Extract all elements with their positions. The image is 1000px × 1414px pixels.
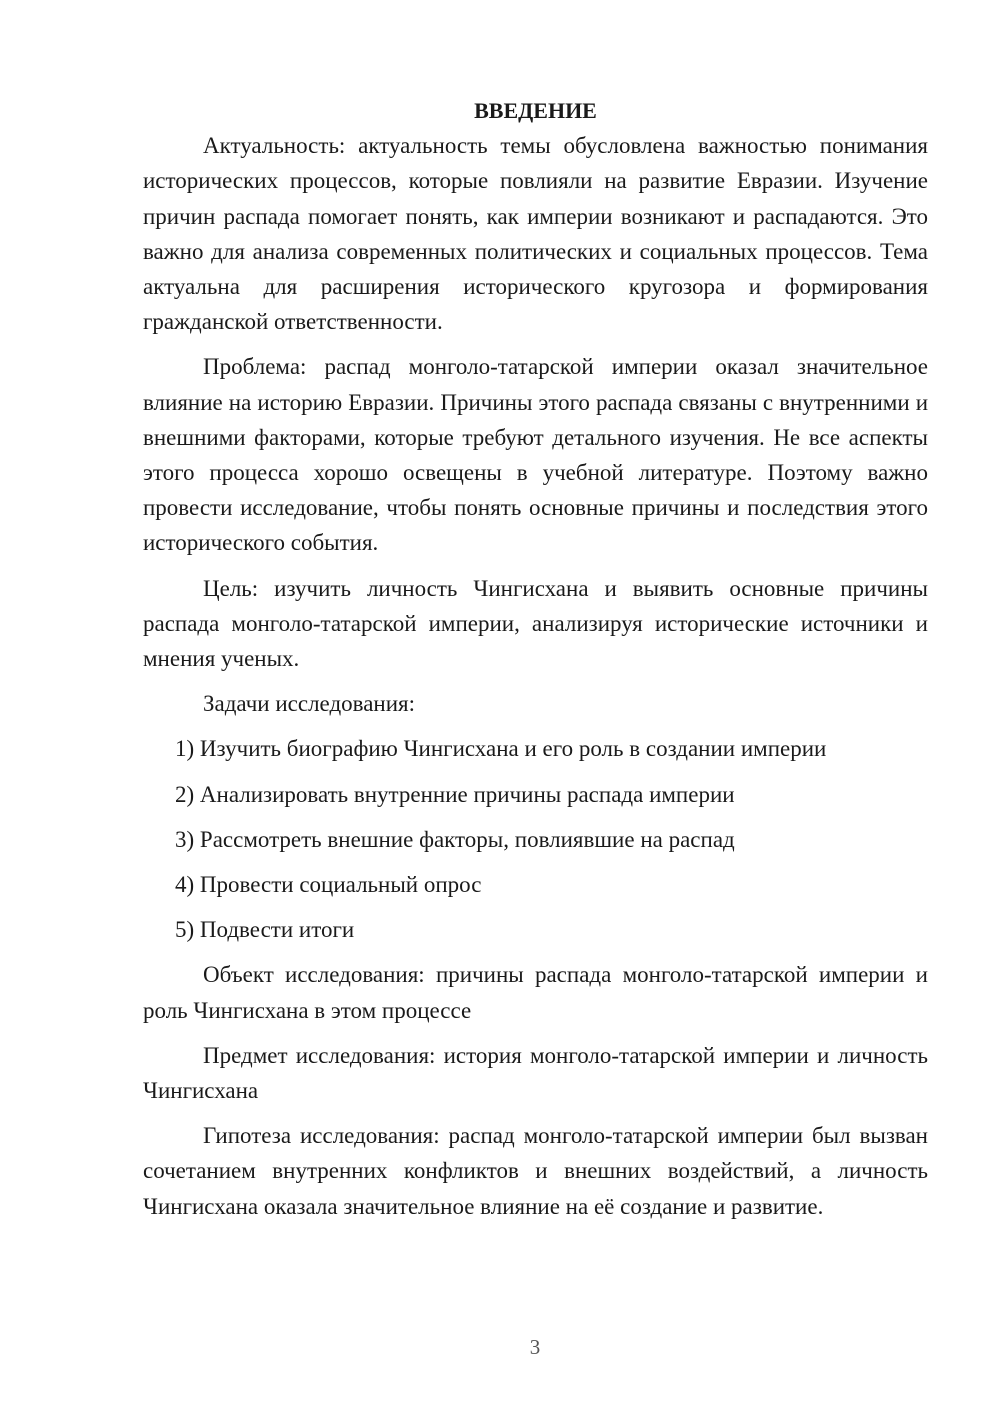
tasks-list bbox=[143, 731, 928, 947]
page-number: 3 bbox=[529, 1335, 541, 1359]
subject-paragraph: Предмет исследования: история монголо-татарской империи и личность Чингисхана bbox=[143, 1042, 928, 1104]
goal-paragraph: Цель: изучить личность Чингисхана и выявить основные причины распада монголо-татарской империи, анализируя исторические источники и мнения ученых. bbox=[143, 575, 928, 672]
section-title: ВВЕДЕНИЕ bbox=[474, 98, 597, 123]
task-item: 1) Изучить биографию Чингисхана и его роль в создании империи bbox=[175, 736, 827, 762]
task-item: 4) Провести социальный опрос bbox=[175, 872, 482, 898]
tasks-heading: Задачи исследования: bbox=[203, 691, 416, 717]
page-content bbox=[143, 93, 928, 1234]
hypothesis-paragraph: Гипотеза исследования: распад монголо-татарской империи был вызван сочетанием внутренних конфликтов и внешних воздействий, а личность Чингисхана оказала значительное влияние на её создание и развитие. bbox=[143, 1123, 928, 1219]
task-item: 5) Подвести итоги bbox=[175, 917, 355, 943]
task-item: 3) Рассмотреть внешние факторы, повлиявшие на распад bbox=[175, 826, 735, 852]
problem-paragraph: Проблема: распад монголо-татарской империи оказал значительное влияние на историю Евразии. Причины этого распада связаны с внутренними и внешними факторами, которые требуют детального изучения. Не все аспекты этого процесса хорошо освещены в учебной литературе. Поэтому важно провести исследование, чтобы понять основные причины и последствия этого исторического события. bbox=[143, 354, 928, 556]
relevance-paragraph: Актуальность: актуальность темы обусловлена важностью понимания исторических процессов, которые повлияли на развитие Евразии. Изучение причин распада помогает понять, как империи возникают и распадаются. Это важно для анализа современных политических и социальных процессов. Тема актуальна для расширения исторического кругозора и формирования гражданской ответственности. bbox=[143, 133, 928, 335]
object-paragraph: Объект исследования: причины распада монголо-татарской империи и роль Чингисхана в этом процессе bbox=[143, 962, 928, 1023]
task-item: 2) Анализировать внутренние причины распада империи bbox=[175, 781, 735, 807]
